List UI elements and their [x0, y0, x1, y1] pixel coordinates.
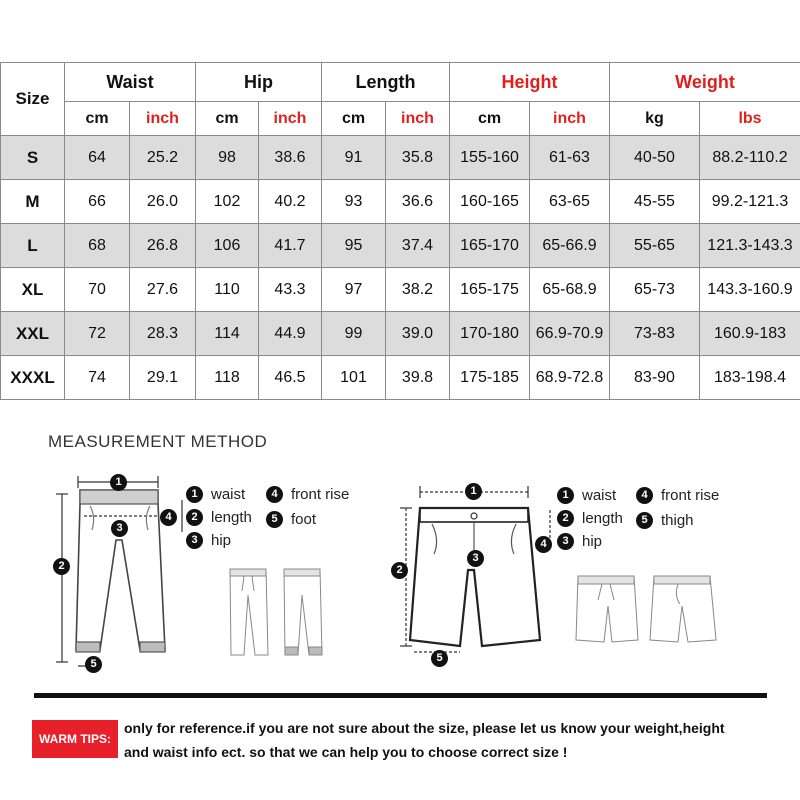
table-cell: 40-50	[610, 136, 700, 180]
warm-tips-line-1: only for reference.if you are not sure about the size, please let us know your weight,height	[124, 720, 725, 736]
pants-legend-hip: 3 hip	[186, 532, 231, 549]
table-cell: 83-90	[610, 356, 700, 400]
table-cell: 170-180	[450, 312, 530, 356]
table-cell: 26.0	[130, 180, 196, 224]
table-row	[1, 268, 800, 312]
table-cell: 28.3	[130, 312, 196, 356]
table-cell: 118	[196, 356, 259, 400]
pants-measurement-diagram	[40, 470, 190, 680]
hip-header: Hip	[196, 63, 322, 102]
badge-waist: 1	[110, 474, 127, 491]
table-cell: 95	[322, 224, 386, 268]
size-cell: M	[1, 180, 65, 224]
shorts-legend-hip: 3 hip	[557, 533, 602, 550]
pants-legend-waist: 1 waist	[186, 486, 245, 503]
table-cell: 106	[196, 224, 259, 268]
table-cell: 155-160	[450, 136, 530, 180]
pants-legend-foot: 5 foot	[266, 511, 316, 528]
height-inch-header: inch	[530, 102, 610, 136]
height-cm-header: cm	[450, 102, 530, 136]
table-cell: 88.2-110.2	[700, 136, 800, 180]
badge-shorts-length: 2	[391, 562, 408, 579]
badge-front-rise: 4	[160, 509, 177, 526]
height-header: Height	[450, 63, 610, 102]
table-cell: 29.1	[130, 356, 196, 400]
table-cell: 25.2	[130, 136, 196, 180]
table-cell: 40.2	[259, 180, 322, 224]
table-cell: 101	[322, 356, 386, 400]
table-cell: 66	[65, 180, 130, 224]
table-cell: 143.3-160.9	[700, 268, 800, 312]
shorts-thumbnails	[572, 570, 722, 650]
shorts-legend-front-rise: 4 front rise	[636, 487, 719, 504]
table-row	[1, 180, 800, 224]
weight-lbs-header: lbs	[700, 102, 800, 136]
waist-inch-header: inch	[130, 102, 196, 136]
table-cell: 65-68.9	[530, 268, 610, 312]
hip-cm-header: cm	[196, 102, 259, 136]
hip-inch-header: inch	[259, 102, 322, 136]
warm-tips-badge: WARM TIPS:	[32, 720, 118, 758]
table-cell: 165-170	[450, 224, 530, 268]
table-cell: 37.4	[386, 224, 450, 268]
badge-shorts-front-rise: 4	[535, 536, 552, 553]
table-cell: 61-63	[530, 136, 610, 180]
table-cell: 99.2-121.3	[700, 180, 800, 224]
table-cell: 73-83	[610, 312, 700, 356]
table-cell: 175-185	[450, 356, 530, 400]
table-cell: 102	[196, 180, 259, 224]
table-cell: 68.9-72.8	[530, 356, 610, 400]
table-cell: 35.8	[386, 136, 450, 180]
badge-shorts-thigh: 5	[431, 650, 448, 667]
table-cell: 91	[322, 136, 386, 180]
table-cell: 160.9-183	[700, 312, 800, 356]
pants-back-thumbnail	[222, 565, 332, 660]
table-cell: 160-165	[450, 180, 530, 224]
table-cell: 39.0	[386, 312, 450, 356]
table-cell: 110	[196, 268, 259, 312]
table-cell: 99	[322, 312, 386, 356]
badge-hip: 3	[111, 520, 128, 537]
size-chart-table	[0, 62, 800, 400]
table-row	[1, 224, 800, 268]
table-cell: 38.2	[386, 268, 450, 312]
table-cell: 98	[196, 136, 259, 180]
table-cell: 74	[65, 356, 130, 400]
badge-foot: 5	[85, 656, 102, 673]
table-cell: 97	[322, 268, 386, 312]
table-row	[1, 136, 800, 180]
badge-length: 2	[53, 558, 70, 575]
table-row	[1, 356, 800, 400]
measurement-method-title: MEASUREMENT METHOD	[48, 432, 268, 451]
table-cell: 65-73	[610, 268, 700, 312]
size-cell: XXL	[1, 312, 65, 356]
table-cell: 44.9	[259, 312, 322, 356]
pants-legend-length: 2 length	[186, 509, 252, 526]
table-cell: 45-55	[610, 180, 700, 224]
table-cell: 114	[196, 312, 259, 356]
table-cell: 66.9-70.9	[530, 312, 610, 356]
table-cell: 39.8	[386, 356, 450, 400]
size-cell: XXXL	[1, 356, 65, 400]
table-cell: 93	[322, 180, 386, 224]
warm-tips-text	[124, 716, 784, 764]
size-cell: S	[1, 136, 65, 180]
size-cell: L	[1, 224, 65, 268]
badge-shorts-hip: 3	[467, 550, 484, 567]
table-cell: 70	[65, 268, 130, 312]
shorts-legend-thigh: 5 thigh	[636, 512, 694, 529]
table-cell: 41.7	[259, 224, 322, 268]
table-cell: 183-198.4	[700, 356, 800, 400]
length-cm-header: cm	[322, 102, 386, 136]
table-cell: 68	[65, 224, 130, 268]
pants-legend-front-rise: 4 front rise	[266, 486, 349, 503]
table-cell: 55-65	[610, 224, 700, 268]
table-cell: 72	[65, 312, 130, 356]
shorts-legend-length: 2 length	[557, 510, 623, 527]
table-cell: 43.3	[259, 268, 322, 312]
table-row	[1, 312, 800, 356]
table-cell: 46.5	[259, 356, 322, 400]
waist-cm-header: cm	[65, 102, 130, 136]
weight-kg-header: kg	[610, 102, 700, 136]
table-cell: 26.8	[130, 224, 196, 268]
table-cell: 65-66.9	[530, 224, 610, 268]
table-cell: 27.6	[130, 268, 196, 312]
waist-header: Waist	[65, 63, 196, 102]
table-cell: 63-65	[530, 180, 610, 224]
weight-header: Weight	[610, 63, 800, 102]
table-cell: 64	[65, 136, 130, 180]
badge-shorts-waist: 1	[465, 483, 482, 500]
table-cell: 121.3-143.3	[700, 224, 800, 268]
size-column-header: Size	[1, 63, 65, 136]
size-cell: XL	[1, 268, 65, 312]
shorts-legend-waist: 1 waist	[557, 487, 616, 504]
table-cell: 36.6	[386, 180, 450, 224]
length-inch-header: inch	[386, 102, 450, 136]
length-header: Length	[322, 63, 450, 102]
section-divider	[34, 693, 767, 698]
warm-tips-line-2: and waist info ect. so that we can help you to choose correct size !	[124, 744, 568, 760]
table-cell: 165-175	[450, 268, 530, 312]
table-cell: 38.6	[259, 136, 322, 180]
